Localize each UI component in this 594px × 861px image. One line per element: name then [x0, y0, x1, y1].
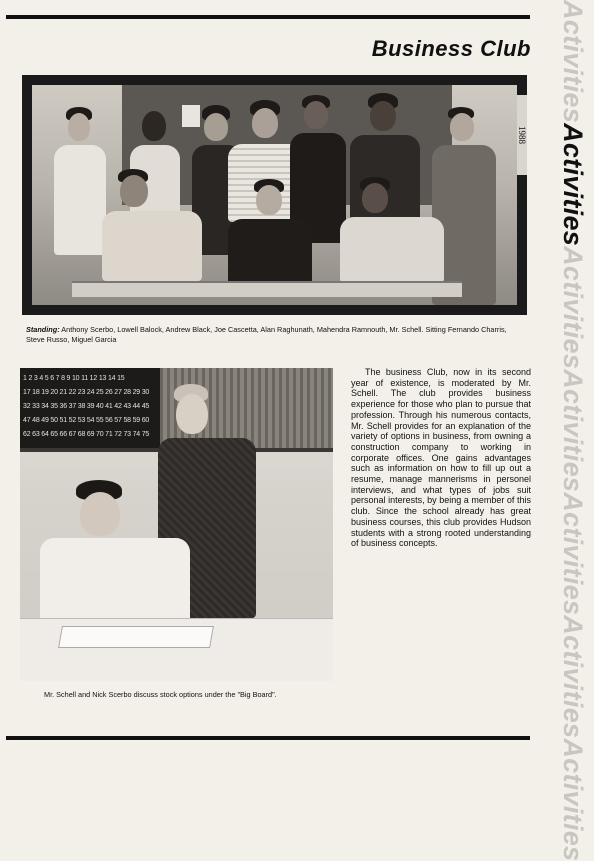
big-board	[20, 368, 160, 448]
side-label-dark: Activities	[558, 123, 588, 247]
board-row: 1 2 3 4 5 6 7 8 9 10 11 12 13 14 15	[23, 375, 125, 382]
activities-side-banner	[550, 0, 594, 861]
board-row: 32 33 34 35 36 37 38 39 40 41 42 43 44 45	[23, 403, 150, 410]
board-row: 62 63 64 65 66 67 68 69 70 71 72 73 74 75	[23, 431, 150, 438]
front-desks	[72, 281, 462, 297]
caption-names: Anthony Scerbo, Lowell Balock, Andrew Black, Joe Cascetta, Alan Raghunath, Mahendra Ramnouth, Mr. Schell. Sitting Fernando Charris, Steve Russo, Miguel Garcia	[26, 325, 507, 344]
bottom-rule	[6, 736, 530, 740]
wall-notice	[182, 105, 200, 127]
board-numbers	[20, 368, 160, 446]
big-board-caption: Mr. Schell and Nick Scerbo discuss stock options under the "Big Board".	[44, 690, 277, 699]
group-photo	[22, 75, 527, 315]
year-banner: 1988	[517, 95, 527, 175]
group-photo-caption	[26, 325, 526, 345]
board-row: 47 48 49 50 51 52 53 54 55 56 57 58 59 60	[23, 417, 150, 424]
board-row: 17 18 19 20 21 22 23 24 25 26 27 28 29 30	[23, 389, 150, 396]
page-title: Business Club	[371, 36, 531, 61]
article-body: The business Club, now in its second year of existence, is moderated by Mr. Schell. The club provides business experience for those who plan to pursue that profession. Through his numerous contacts, Mr. Schell provides for an explanation of the variety of options in business, from owning a construction company to working in corporate offices. One gains advantages such as information on how to fill up out a resume, manage mannerisms in personel interviews, and what types of jobs suit personal interests, by being a member of this club. Since the school already has great business courses, this club provides Hudson students with a strong rooted understanding of business concepts.	[351, 367, 531, 549]
top-rule	[6, 15, 530, 19]
big-board-photo	[20, 368, 333, 680]
side-label-light-2: ActivitiesActivitiesActivitiesActivitiesActivities	[558, 246, 588, 861]
side-label-light-1: Activities	[558, 0, 588, 124]
caption-lead: Standing:	[26, 325, 60, 334]
side-label	[556, 0, 590, 861]
